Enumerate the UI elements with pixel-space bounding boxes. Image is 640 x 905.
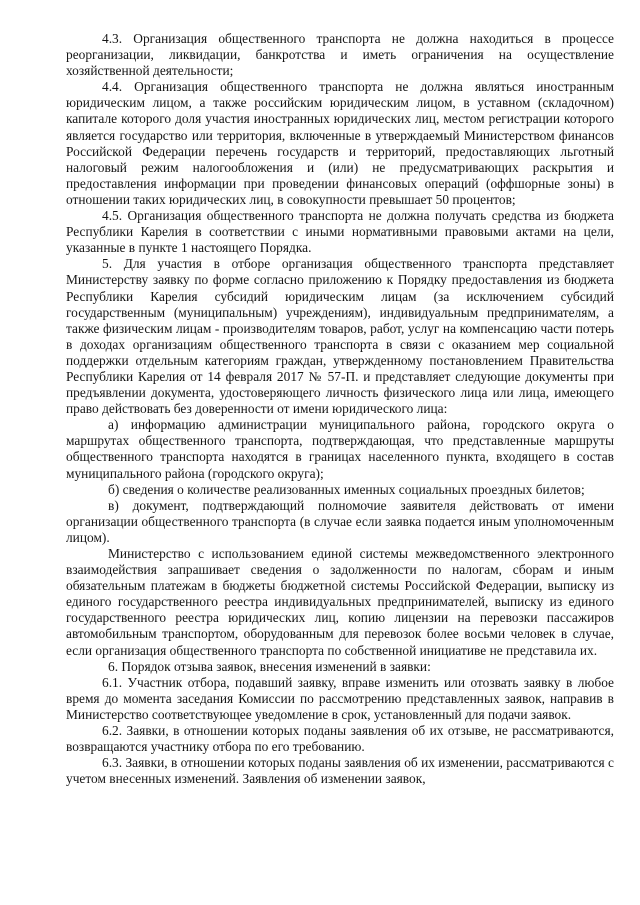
paragraph-6-2: 6.2. Заявки, в отношении которых поданы заявления об их отзыве, не рассматриваются, возвращаются участнику отбора по его требованию.	[66, 723, 614, 755]
list-item-v: в) документ, подтверждающий полномочие заявителя действовать от имени организации общественного транспорта (в случае если заявка подается иным уполномоченным лицом).	[66, 497, 614, 545]
paragraph-6-1: 6.1. Участник отбора, подавший заявку, вправе изменить или отозвать заявку в любое время до момента заседания Комиссии по рассмотрению представленных заявок, направив в Министерство соответствующее уведомление в срок, установленный для подачи заявок.	[66, 674, 614, 722]
paragraph-6-3: 6.3. Заявки, в отношении которых поданы заявления об их изменении, рассматриваются с учетом внесенных изменений. Заявления об изменении заявок,	[66, 755, 614, 787]
paragraph-5: 5. Для участия в отборе организация общественного транспорта представляет Министерству заявку по форме согласно приложению к Порядку предоставления из бюджета Республики Карелия субсидий юридическим лицам (за исключением субсидий государственным (муниципальным) учреждениям), индивидуальным предпринимателям, а также физическим лицам - производителям товаров, работ, услуг на компенсацию части потерь в доходах организациям общественного транспорта в связи с оказанием мер социальной поддержки отдельным категориям граждан, утвержденному постановлением Правительства Республики Карелия от 14 февраля 2017 № 57-П. и представляет следующие документы при предъявлении документа, удостоверяющего личность физического лица или лица, имеющего право действовать без доверенности от имени юридического лица:	[66, 256, 614, 417]
document-body	[66, 31, 614, 787]
paragraph-4-4: 4.4. Организация общественного транспорта не должна являться иностранным юридическим лицом, а также российским юридическим лицом, в уставном (складочном) капитале которого доля участия иностранных юридических лиц, местом регистрации которого является государство или территория, включенные в утверждаемый Министерством финансов Российской Федерации перечень государств и территорий, предоставляющих льготный налоговый режим налогообложения и (или) не предусматривающих раскрытия и предоставления информации при проведении финансовых операций (оффшорные зоны) в отношении таких юридических лиц, в совокупности превышает 50 процентов;	[66, 79, 614, 207]
list-item-b: б) сведения о количестве реализованных именных социальных проездных билетов;	[108, 481, 585, 497]
paragraph-ministry-requests: Министерство с использованием единой системы межведомственного электронного взаимодействия запрашивает сведения о задолженности по налогам, сборам и иным обязательным платежам в бюджеты бюджетной системы Российской Федерации, выписку из единого государственного реестра индивидуальных предпринимателей, выписку из единого государственного реестра юридических лиц, копию лицензии на перевозки пассажиров автомобильным транспортом, оборудованным для перевозок более восьми человек в случае, если организация общественного транспорта по собственной инициативе не представила их.	[66, 546, 614, 658]
list-item-a: а) информацию администрации муниципального района, городского округа о маршрутах общественного транспорта, подтверждающая, что представленные маршруты общественного транспорта находятся в границах населенного пункта, входящего в состав муниципального района (городского округа);	[66, 417, 614, 481]
paragraph-4-5: 4.5. Организация общественного транспорта не должна получать средства из бюджета Республики Карелия в соответствии с иными нормативными правовыми актами на цели, указанные в пункте 1 настоящего Порядка.	[66, 208, 614, 256]
section-6-heading: 6. Порядок отзыва заявок, внесения изменений в заявки:	[108, 658, 431, 674]
paragraph-4-3: 4.3. Организация общественного транспорта не должна находиться в процессе реорганизации, ликвидации, банкротства и иметь ограничения на осуществление хозяйственной деятельности;	[66, 31, 614, 79]
